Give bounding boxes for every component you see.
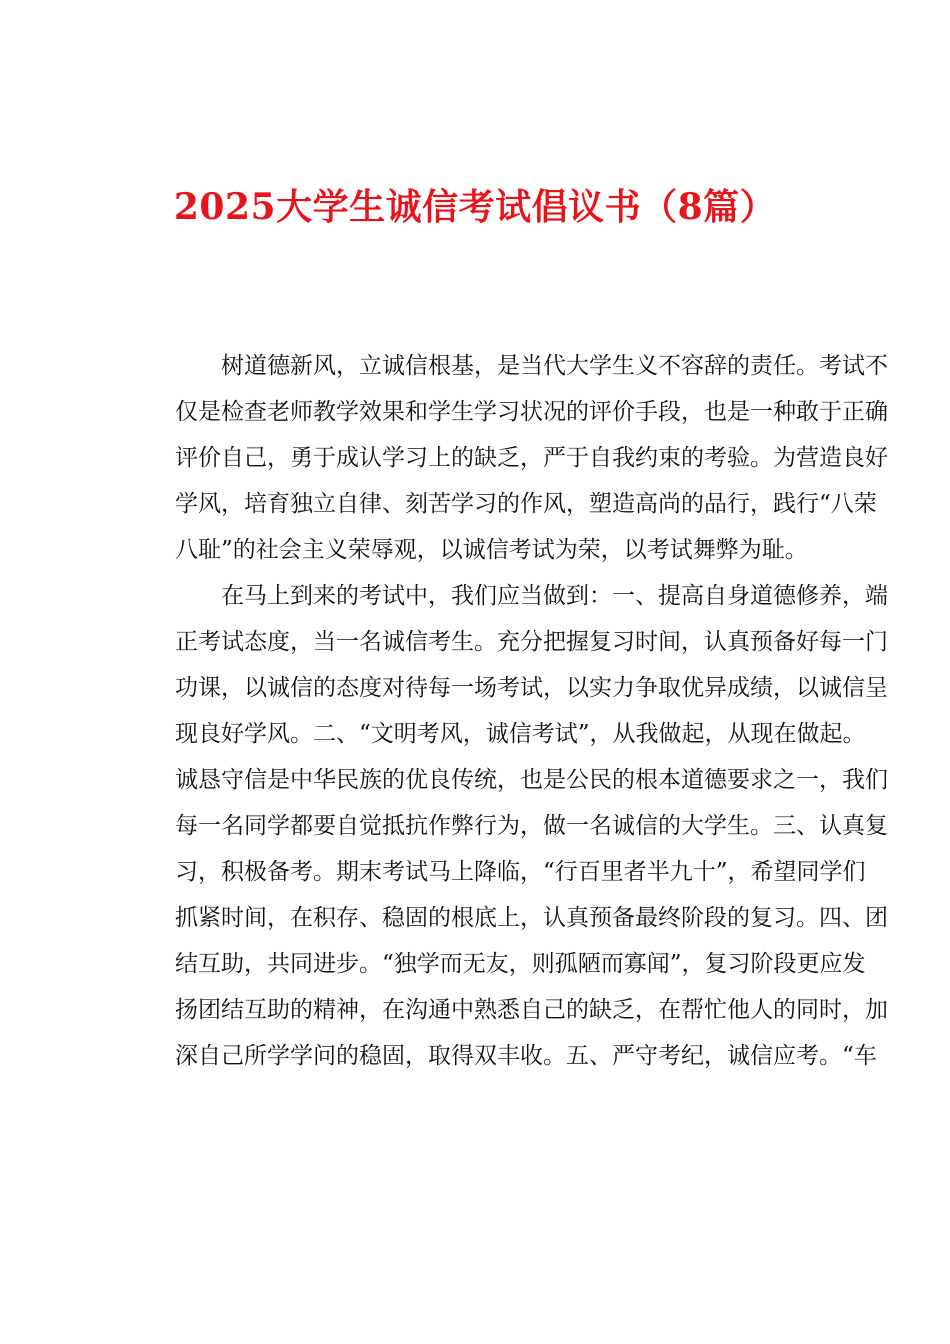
paragraph-line: 正考试态度，当一名诚信考生。充分把握复习时间，认真预备好每一门	[175, 629, 888, 655]
document-body	[129, 343, 888, 1079]
paragraph-line: 树道德新风，立诚信根基，是当代大学生义不容辞的责任。考试不	[221, 353, 888, 379]
paragraph-line: 深自己所学学问的稳固，取得双丰收。五、严守考纪，诚信应考。“车	[175, 1043, 877, 1069]
paragraph-line: 学风，培育独立自律、刻苦学习的作风，塑造高尚的品行，践行“八荣	[175, 491, 877, 517]
paragraph-line: 仅是检查老师教学效果和学生学习状况的评价手段，也是一种敢于正确	[175, 399, 888, 425]
paragraph-line: 抓紧时间，在积存、稳固的根底上，认真预备最终阶段的复习。四、团	[175, 905, 888, 931]
paragraph-line: 功课，以诚信的态度对待每一场考试，以实力争取优异成绩，以诚信呈	[175, 675, 888, 701]
paragraph-line: 八耻”的社会主义荣辱观，以诚信考试为荣，以考试舞弊为耻。	[175, 537, 808, 563]
paragraph-2	[129, 573, 888, 1079]
paragraph-1	[129, 343, 888, 573]
paragraph-line: 在马上到来的考试中，我们应当做到：一、提高自身道德修养，端	[221, 583, 888, 609]
paragraph-line: 评价自己，勇于成认学习上的缺乏，严于自我约束的考验。为营造良好	[175, 445, 888, 471]
paragraph-line: 扬团结互助的精神，在沟通中熟悉自己的缺乏，在帮忙他人的同时，加	[175, 997, 888, 1023]
document-title: 2025大学生诚信考试倡议书（8篇）	[173, 186, 777, 228]
paragraph-line: 诚恳守信是中华民族的优良传统，也是公民的根本道德要求之一，我们	[175, 767, 888, 793]
paragraph-line: 习，积极备考。期末考试马上降临，“行百里者半九十”，希望同学们	[175, 859, 866, 885]
paragraph-line: 现良好学风。二、“文明考风，诚信考试”，从我做起，从现在做起。	[175, 721, 866, 747]
paragraph-line: 每一名同学都要自觉抵抗作弊行为，做一名诚信的大学生。三、认真复	[175, 813, 888, 839]
paragraph-line: 结互助，共同进步。“独学而无友，则孤陋而寡闻”，复习阶段更应发	[175, 951, 866, 977]
